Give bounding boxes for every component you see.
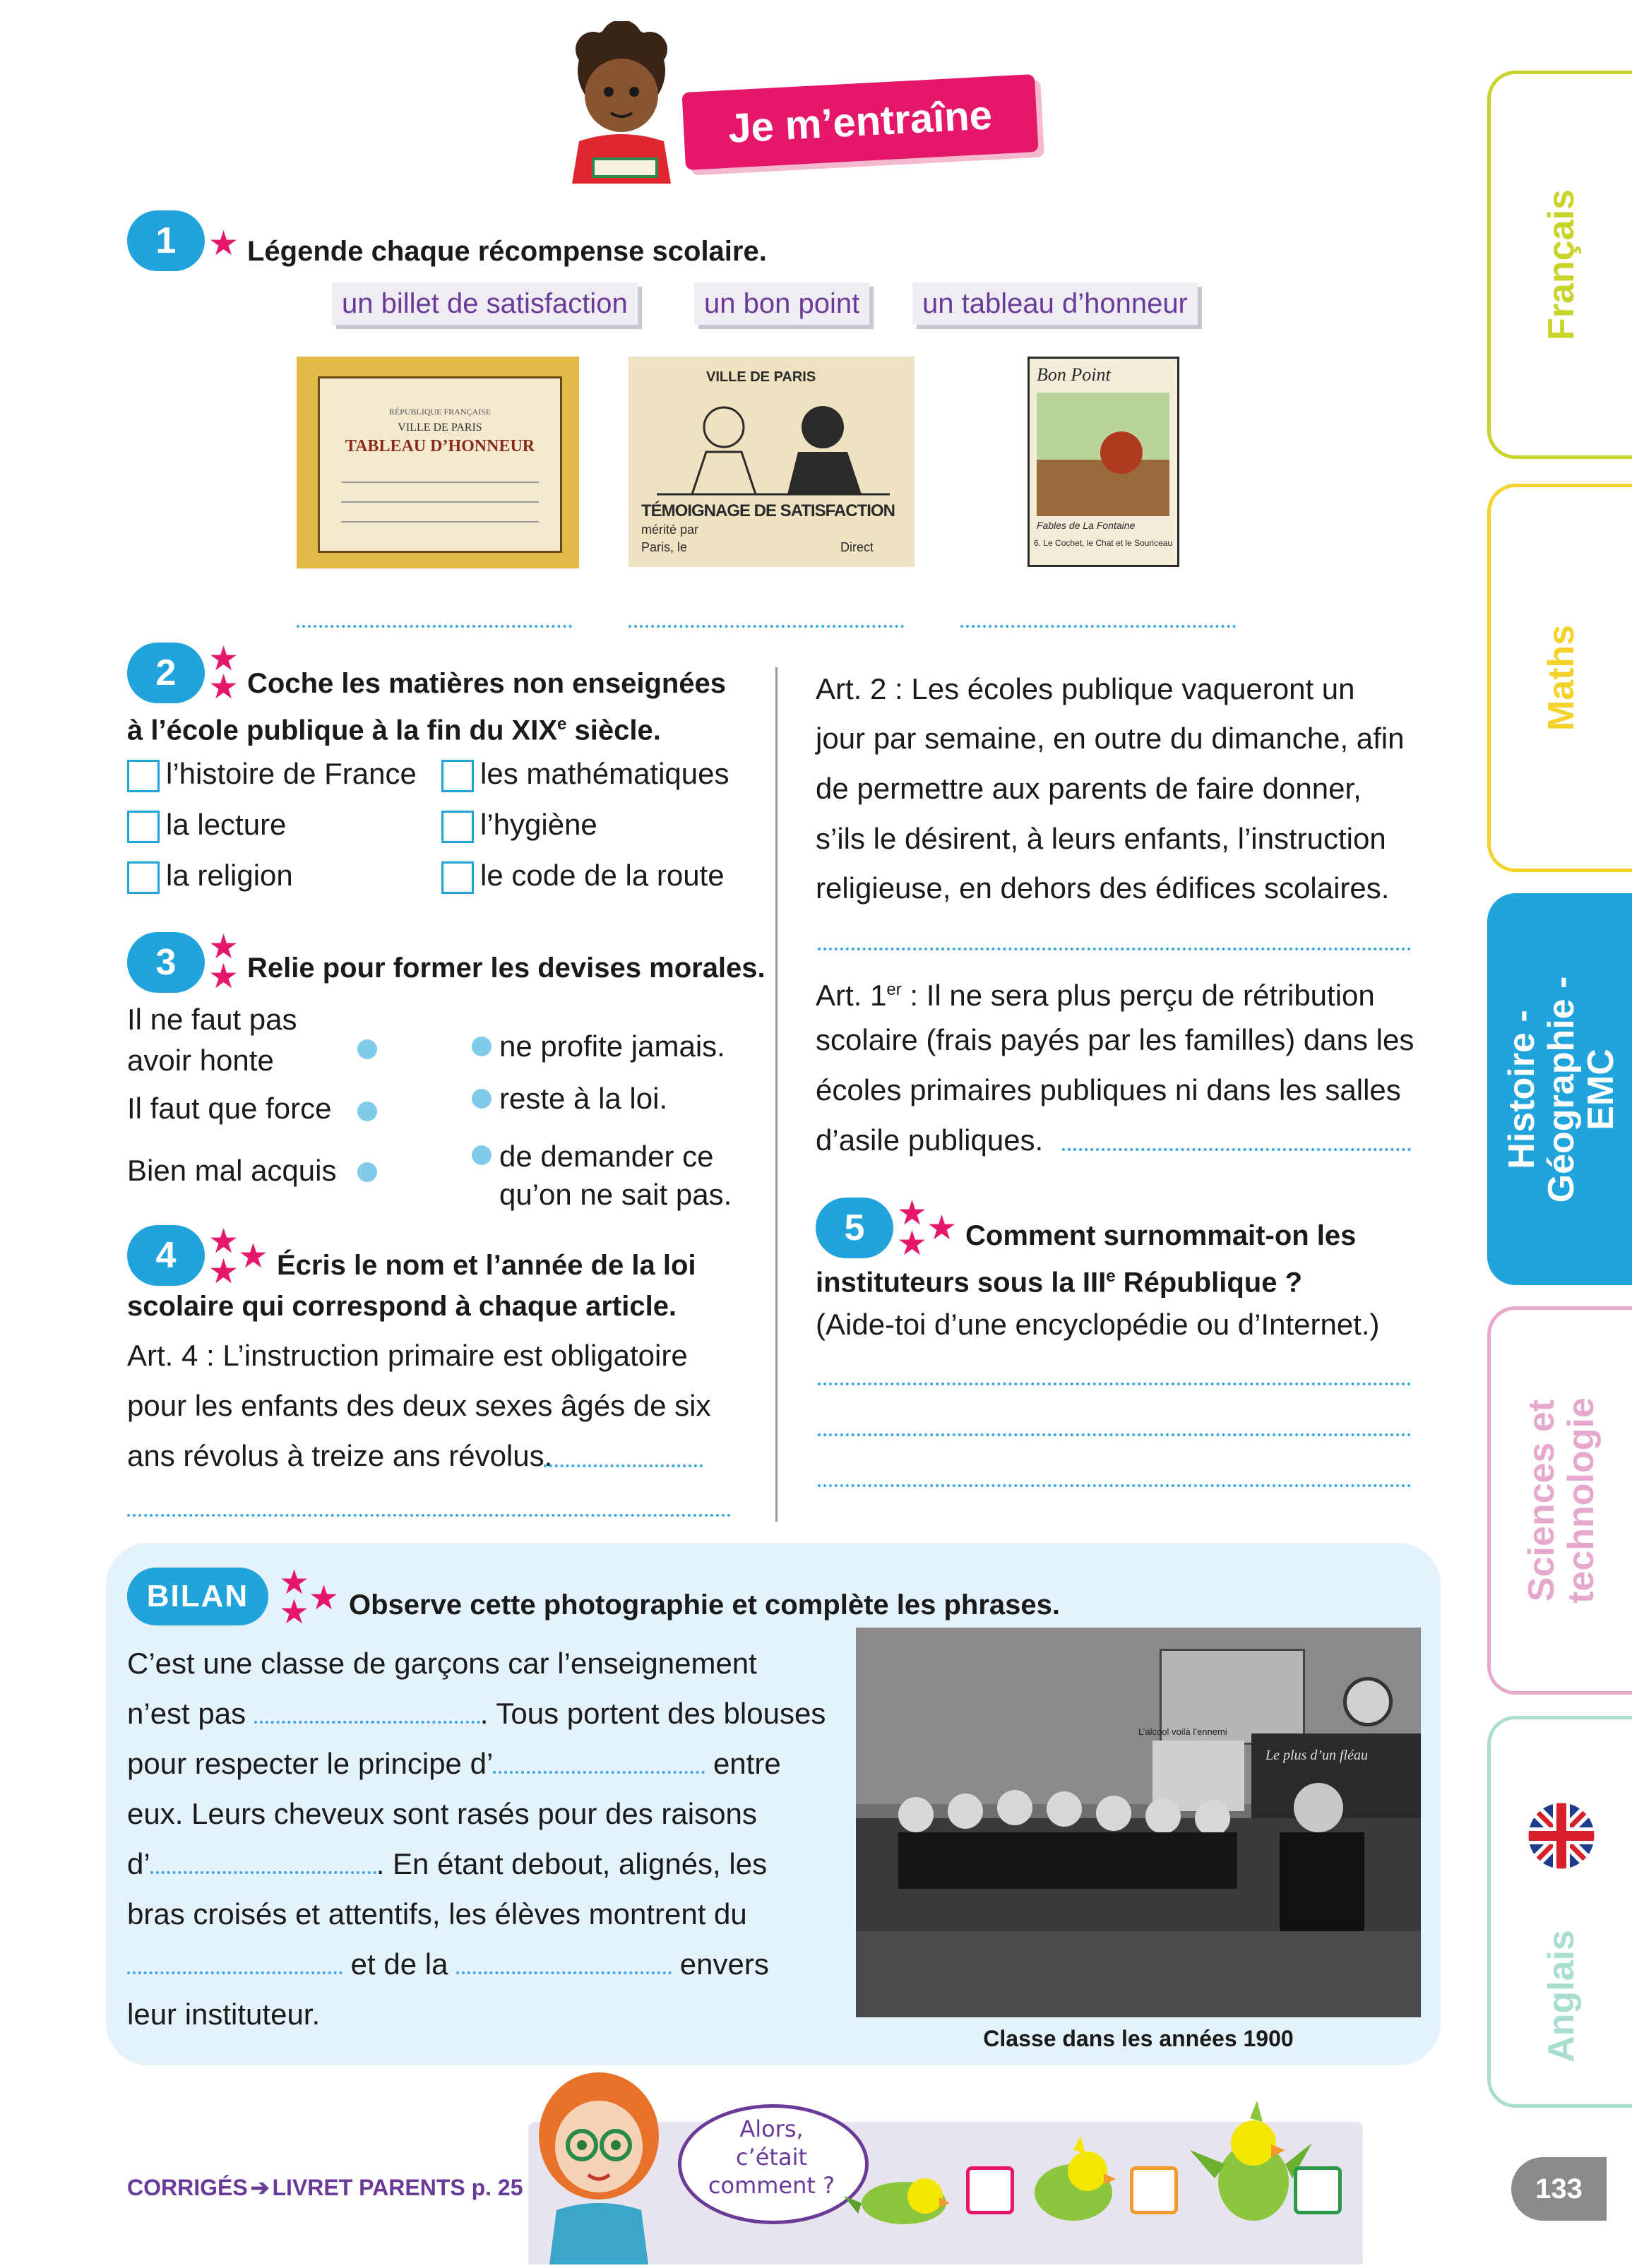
- ex3-left-dot[interactable]: [357, 1162, 377, 1182]
- option-label: l’histoire de France: [166, 757, 417, 790]
- ex4-instruction-line2: scolaire qui correspond à chaque article.: [127, 1291, 677, 1322]
- ex3-left-item: Il faut que force: [127, 1092, 332, 1125]
- ex2-instruction-text: siècle.: [566, 715, 661, 746]
- bilan-text: n’est pas: [127, 1697, 254, 1730]
- ex2-instruction-text: à l’école publique à la fin du XIX: [127, 715, 558, 746]
- rating-box-green[interactable]: [1294, 2166, 1342, 2214]
- ex4-instruction-line1: Écris le nom et l’année de la loi: [277, 1250, 696, 1281]
- ex3-left-dot[interactable]: [357, 1039, 377, 1059]
- bilan-blank[interactable]: [493, 1745, 705, 1774]
- star-icon: ★: [208, 1253, 239, 1291]
- bilan-text: leur instituteur.: [127, 1998, 321, 2031]
- bilan-line: [127, 1738, 781, 1789]
- art1-text: : Il ne sera plus perçu de rétribution: [901, 979, 1375, 1012]
- corriges-label: CORRIGÉS: [127, 2175, 248, 2200]
- bilan-text: envers: [672, 1947, 769, 1981]
- star-icon: ★: [208, 929, 239, 966]
- bilan-badge: BILAN: [127, 1568, 268, 1625]
- image-text: TABLEAU D’HONNEUR: [345, 437, 535, 455]
- ex3-instruction: Relie pour former les devises morales.: [247, 953, 766, 984]
- livret-parents-label: LIVRET PARENTS p. 25: [272, 2175, 523, 2200]
- bubble-line: c’était: [735, 2144, 808, 2171]
- star-icon: ★: [208, 1223, 239, 1260]
- bilan-text: entre: [705, 1747, 781, 1780]
- image-text: Bon Point: [1037, 364, 1111, 385]
- star-icon: ★: [279, 1594, 310, 1631]
- art1-line: d’asile publiques.: [816, 1123, 1044, 1157]
- checkbox-hygiene[interactable]: [441, 811, 474, 843]
- header-title-box: [681, 74, 1038, 170]
- tab-maths[interactable]: [1487, 484, 1632, 872]
- checkbox-histoire[interactable]: [127, 760, 160, 792]
- ex5-hint: (Aide-toi d’une encyclopédie ou d’Internet.): [816, 1308, 1380, 1341]
- tab-label: Sciences et technologie: [1521, 1397, 1602, 1604]
- star-icon: ★: [208, 669, 239, 706]
- art1-line: [816, 965, 1375, 1021]
- star-icon: ★: [897, 1225, 928, 1263]
- ex1-instruction: Légende chaque récompense scolaire.: [247, 236, 767, 267]
- bilan-text: d’: [127, 1847, 150, 1880]
- header-mascot-boy: [551, 21, 692, 184]
- ex3-right-item: de demander ce: [499, 1140, 714, 1173]
- ex5-instruction-line1: Comment surnommait-on les: [965, 1220, 1357, 1251]
- star-icon: ★: [208, 958, 239, 996]
- ex1-label-chip: un bon point: [694, 282, 869, 325]
- bilan-blank[interactable]: [456, 1946, 672, 1974]
- checkbox-lecture[interactable]: [127, 811, 160, 843]
- parrot-neutral-icon: [1020, 2132, 1126, 2231]
- star-icon: ★: [897, 1195, 928, 1232]
- tab-francais[interactable]: [1487, 71, 1632, 459]
- ex3-right-dot[interactable]: [472, 1145, 492, 1165]
- ex3-number: 3: [127, 932, 205, 993]
- uk-flag-icon: [1526, 1801, 1597, 1871]
- image-text: Direct: [840, 540, 874, 554]
- image-text: TÉMOIGNAGE DE SATISFACTION: [641, 501, 895, 520]
- ex5-number: 5: [816, 1198, 893, 1258]
- image-text: 6. Le Cochet, le Chat et le Souriceau: [1034, 538, 1173, 548]
- billet-satisfaction-image: [629, 357, 915, 567]
- bilan-blank[interactable]: [150, 1846, 376, 1874]
- ex2-number: 2: [127, 643, 205, 703]
- star-icon: ★: [927, 1210, 958, 1247]
- art1-prefix: Art. 1: [816, 979, 887, 1012]
- ex5-instruction-text: République ?: [1115, 1267, 1302, 1299]
- bilan-text: eux. Leurs cheveux sont rasés pour des raisons: [127, 1797, 757, 1830]
- art1-line: scolaire (frais payés par les familles) dans les: [816, 1023, 1414, 1056]
- tab-label: Anglais: [1541, 1930, 1582, 2063]
- art2-line: Art. 2 : Les écoles publique vaqueront un: [816, 672, 1355, 705]
- ex3-right-item: qu’on ne sait pas.: [499, 1178, 732, 1211]
- star-icon: ★: [208, 640, 239, 678]
- ex1-label-chip: un tableau d’honneur: [912, 282, 1198, 325]
- ex3-left-item: avoir honte: [127, 1044, 274, 1077]
- bilan-text: pour respecter le principe d’: [127, 1747, 494, 1780]
- tableau-honneur-image: [297, 357, 579, 568]
- corriges-footer: [127, 2173, 523, 2202]
- bilan-instruction: Observe cette photographie et complète les phrases.: [349, 1589, 1060, 1621]
- tab-label: Maths: [1541, 624, 1582, 732]
- ex1-number: 1: [127, 210, 205, 271]
- column-divider: [775, 667, 778, 1522]
- art4-answer-line[interactable]: [127, 1514, 731, 1517]
- ex3-right-item: reste à la loi.: [499, 1082, 668, 1115]
- photo-caption: Classe dans les années 1900: [983, 2026, 1294, 2051]
- ex2-instruction-line2: [127, 699, 661, 756]
- checkbox-mathematiques[interactable]: [441, 760, 474, 792]
- bilan-text: C’est une classe de garçons car l’enseignement: [127, 1647, 757, 1680]
- page-number: 133: [1535, 2173, 1583, 2204]
- ex1-answer-line[interactable]: [629, 625, 904, 628]
- bon-point-image: [1028, 357, 1179, 567]
- ex5-answer-line[interactable]: [818, 1383, 1411, 1385]
- bilan-line: [127, 1839, 767, 1890]
- ex3-right-dot[interactable]: [472, 1089, 492, 1109]
- ex3-left-item: Il ne faut pas: [127, 1003, 297, 1036]
- girl-mascot: [528, 2069, 669, 2264]
- image-text: VILLE DE PARIS: [398, 422, 482, 434]
- option-label: les mathématiques: [480, 757, 729, 790]
- star-icon: ★: [279, 1564, 310, 1601]
- star-icon: ★: [238, 1238, 269, 1275]
- ex1-answer-line[interactable]: [960, 625, 1236, 628]
- ex3-left-dot[interactable]: [357, 1102, 377, 1121]
- ex4-number: 4: [127, 1225, 205, 1286]
- star-icon: ★: [208, 225, 239, 263]
- arrow-icon: ➔: [250, 2175, 270, 2200]
- art2-line: s’ils le désirent, à leurs enfants, l’instruction: [816, 822, 1386, 855]
- art2-line: religieuse, en dehors des édifices scolaires.: [816, 871, 1390, 905]
- tab-sciences-technologie[interactable]: [1487, 1306, 1632, 1695]
- photo-text: L’alcool voilà l’ennemi: [1138, 1726, 1227, 1737]
- image-text: Paris, le: [641, 540, 688, 554]
- rating-box-red[interactable]: [966, 2166, 1014, 2214]
- tab-anglais[interactable]: [1487, 1716, 1632, 2108]
- bilan-line: [127, 1789, 757, 1839]
- option-label: le code de la route: [480, 859, 725, 892]
- ex3-left-item: Bien mal acquis: [127, 1154, 337, 1187]
- image-text: Fables de La Fontaine: [1037, 520, 1136, 531]
- ex2-instruction-line1: Coche les matières non enseignées: [247, 668, 727, 699]
- ex3-right-item: ne profite jamais.: [499, 1029, 725, 1063]
- bilan-text: . En étant debout, alignés, les: [376, 1847, 768, 1880]
- checkbox-code-route[interactable]: [441, 861, 474, 894]
- art1-sup: er: [886, 980, 902, 999]
- bilan-blank[interactable]: [127, 1946, 343, 1974]
- bilan-text: et de la: [343, 1947, 457, 1981]
- ex2-instruction-sup: e: [557, 715, 567, 734]
- bilan-blank[interactable]: [254, 1695, 480, 1724]
- header-title: Je m’entraîne: [727, 92, 994, 152]
- bilan-line: [127, 1989, 320, 2040]
- option-label: la lecture: [166, 808, 287, 841]
- checkbox-religion[interactable]: [127, 861, 160, 894]
- bilan-text: . Tous portent des blouses: [480, 1697, 826, 1730]
- art2-line: jour par semaine, en outre du dimanche, afin: [816, 722, 1405, 755]
- art1-answer-line[interactable]: [1062, 1148, 1411, 1151]
- tab-label: Histoire - Géographie - EMC: [1501, 976, 1621, 1202]
- art4-answer-line[interactable]: [544, 1464, 703, 1467]
- option-label: l’hygiène: [480, 808, 597, 841]
- bilan-line: [127, 1638, 757, 1689]
- photo-text: Le plus d’un fléau: [1265, 1748, 1368, 1763]
- classroom-photo: [856, 1628, 1421, 2017]
- art2-answer-line[interactable]: [818, 948, 1411, 950]
- bilan-text: bras croisés et attentifs, les élèves montrent du: [127, 1897, 747, 1930]
- tab-histoire-geographie-emc[interactable]: [1487, 893, 1632, 1285]
- ex5-answer-line[interactable]: [818, 1433, 1411, 1436]
- image-text: mérité par: [641, 523, 699, 537]
- ex1-answer-line[interactable]: [297, 625, 572, 628]
- image-text: VILLE DE PARIS: [706, 369, 816, 385]
- art4-line: pour les enfants des deux sexes âgés de six: [127, 1389, 711, 1422]
- art2-line: de permettre aux parents de faire donner,: [816, 772, 1362, 805]
- tab-label: Français: [1541, 189, 1582, 340]
- star-icon: ★: [309, 1580, 340, 1617]
- art4-line: Art. 4 : L’instruction primaire est obligatoire: [127, 1339, 688, 1372]
- option-label: la religion: [166, 859, 293, 892]
- ex5-instruction-text: instituteurs sous la III: [816, 1267, 1107, 1299]
- art1-line: écoles primaires publiques ni dans les salles: [816, 1073, 1401, 1106]
- bilan-line: [127, 1688, 826, 1739]
- image-text: RÉPUBLIQUE FRANÇAISE: [388, 407, 492, 417]
- art4-line: ans révolus à treize ans révolus.: [127, 1439, 553, 1472]
- ex5-answer-line[interactable]: [818, 1484, 1411, 1487]
- parrot-sad-icon: [844, 2154, 957, 2231]
- bubble-line: comment ?: [708, 2172, 835, 2199]
- speech-bubble-text: [681, 2115, 862, 2200]
- rating-box-orange[interactable]: [1130, 2166, 1178, 2214]
- bilan-line: [127, 1939, 769, 1990]
- bubble-line: Alors,: [739, 2115, 804, 2142]
- ex3-right-dot[interactable]: [472, 1037, 492, 1056]
- ex5-instruction-sup: e: [1106, 1267, 1116, 1286]
- bilan-line: [127, 1889, 747, 1940]
- ex1-label-chip: un billet de satisfaction: [332, 282, 638, 325]
